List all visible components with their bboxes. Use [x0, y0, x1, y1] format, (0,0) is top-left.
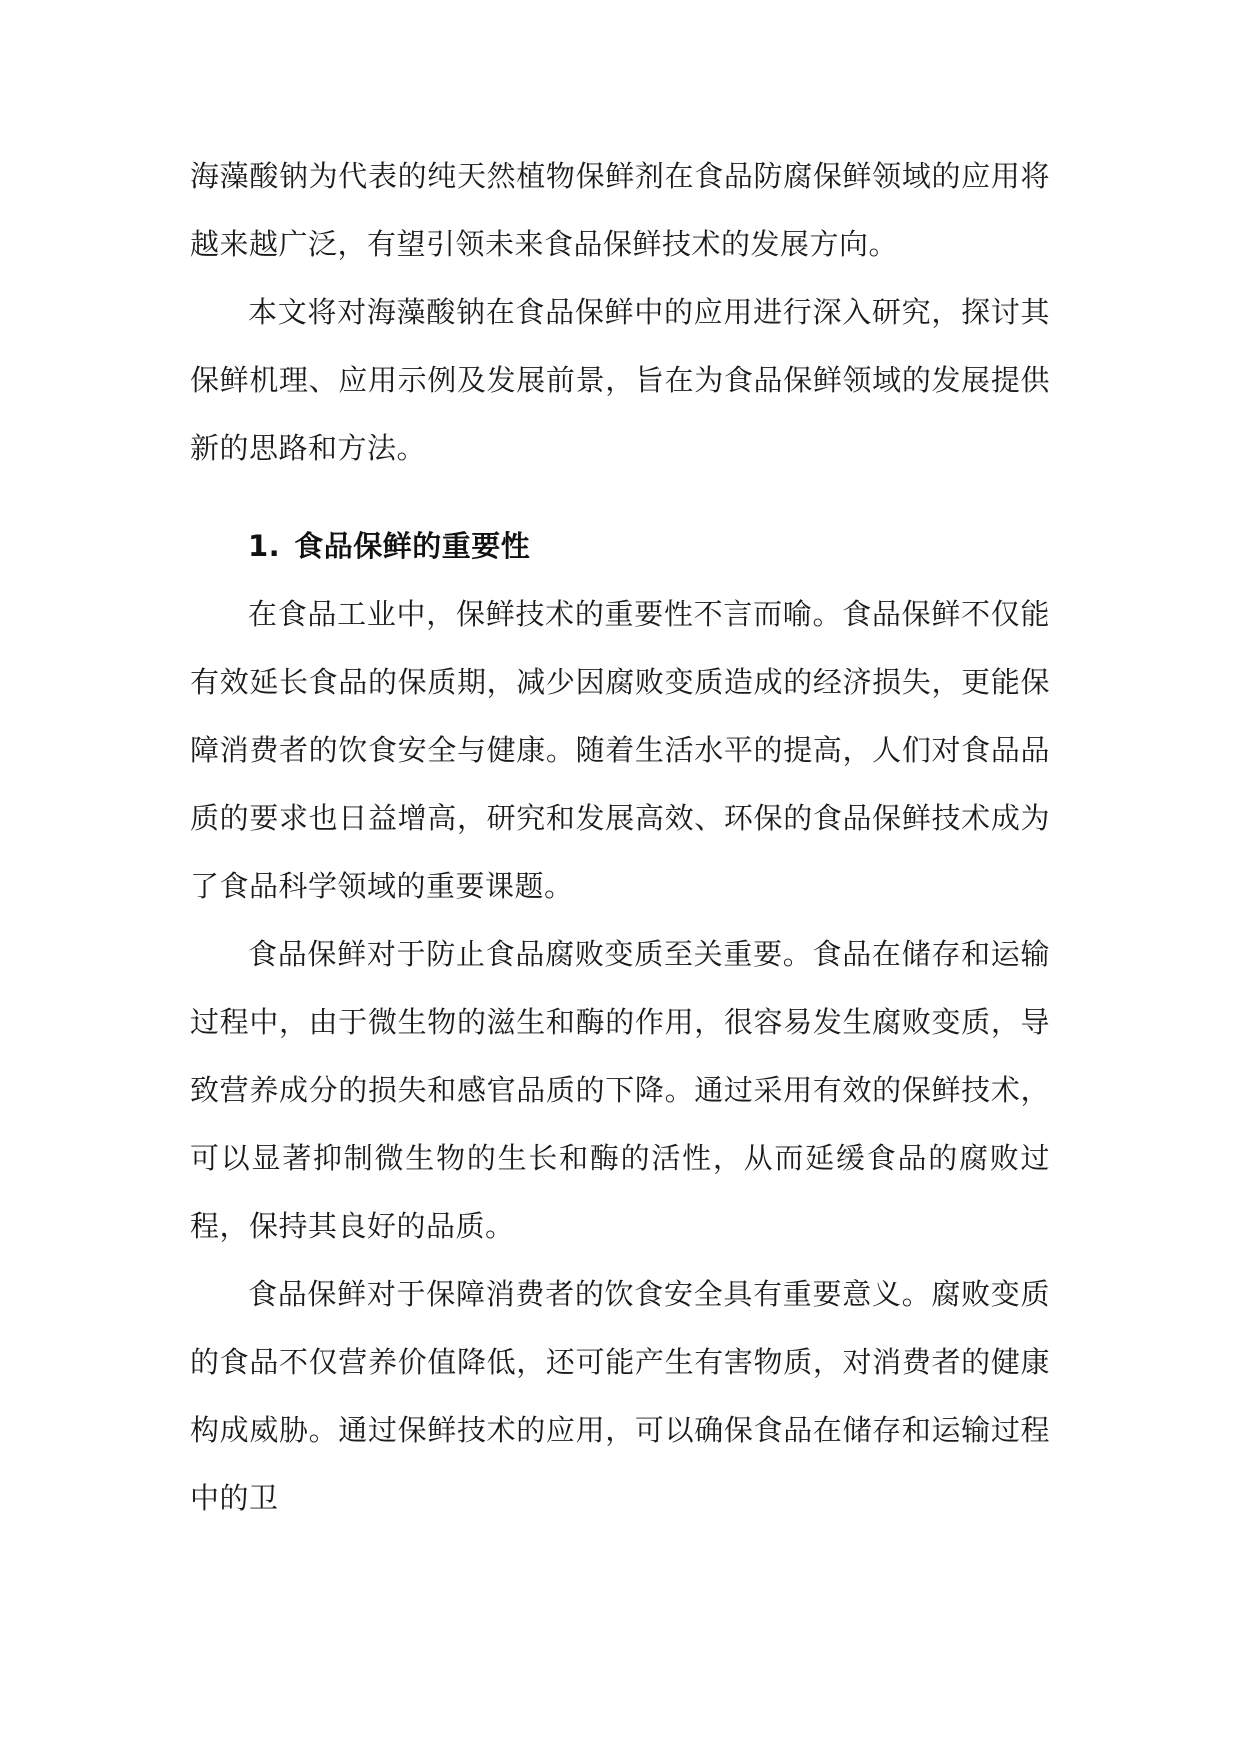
paragraph-section-3: 食品保鲜对于保障消费者的饮食安全具有重要意义。腐败变质的食品不仅营养价值降低，还可能产生有害物质，对消费者的健康构成威胁。通过保鲜技术的应用，可以确保食品在储存和运输过程中的卫 [190, 1277, 1050, 1515]
paragraph-section-1: 在食品工业中，保鲜技术的重要性不言而喻。食品保鲜不仅能有效延长食品的保质期，减少因腐败变质造成的经济损失，更能保障消费者的饮食安全与健康。随着生活水平的提高，人们对食品品质的要求也日益增高，研究和发展高效、环保的食品保鲜技术成为了食品科学领域的重要课题。 [190, 597, 1050, 903]
paragraph-intro-1: 海藻酸钠为代表的纯天然植物保鲜剂在食品防腐保鲜领域的应用将越来越广泛，有望引领未来食品保鲜技术的发展方向。 [190, 159, 1050, 261]
paragraph-intro-2: 本文将对海藻酸钠在食品保鲜中的应用进行深入研究，探讨其保鲜机理、应用示例及发展前景，旨在为食品保鲜领域的发展提供新的思路和方法。 [190, 295, 1050, 465]
section-number: 1. [248, 529, 281, 563]
paragraph-section-2: 食品保鲜对于防止食品腐败变质至关重要。食品在储存和运输过程中，由于微生物的滋生和酶的作用，很容易发生腐败变质，导致营养成分的损失和感官品质的下降。通过采用有效的保鲜技术，可以显著抑制微生物的生长和酶的活性，从而延缓食品的腐败过程，保持其良好的品质。 [190, 937, 1050, 1243]
section-title: 食品保鲜的重要性 [294, 529, 531, 563]
section-heading [190, 512, 1050, 580]
document-body [190, 142, 1050, 1532]
